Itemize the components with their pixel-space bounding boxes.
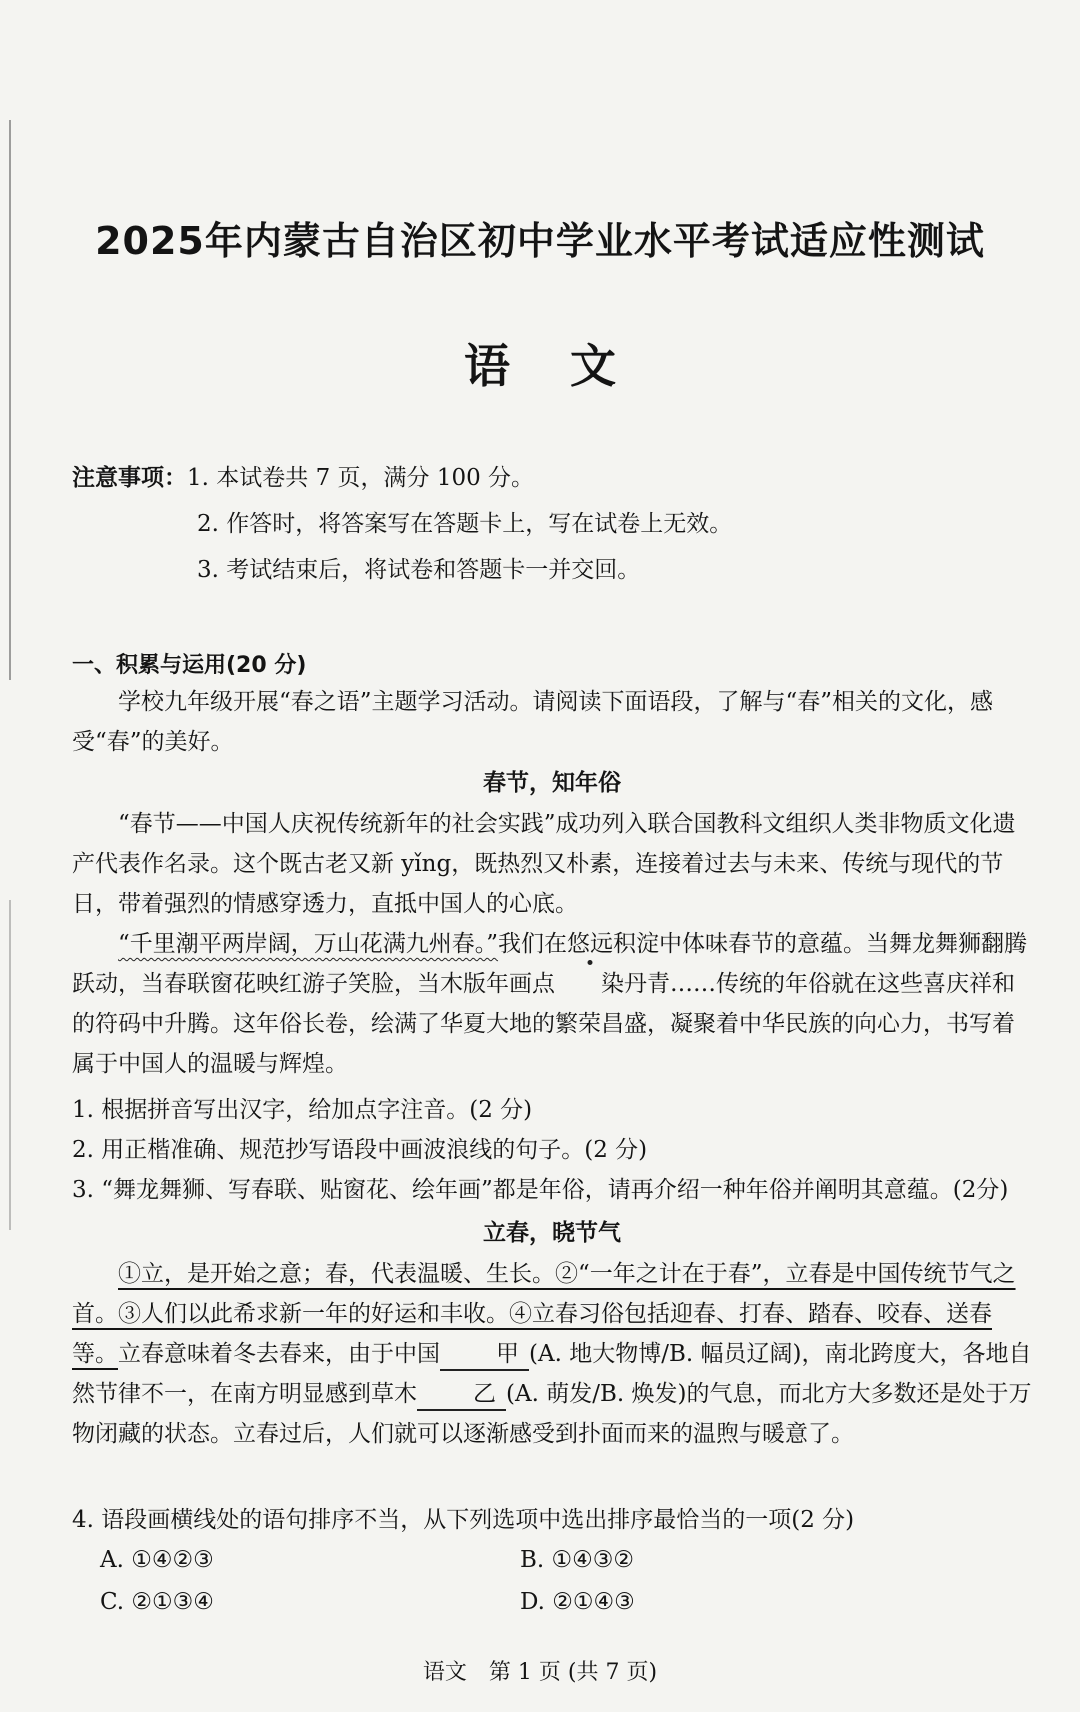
paragraph-text: 立春意味着冬去春来，由于中国 bbox=[118, 1341, 440, 1367]
notice-item: 1. 本试卷共 7 页，满分 100 分。 bbox=[187, 465, 535, 491]
paragraph-text: 丹青……传统的年俗就在这些喜庆祥和的符码中升腾。这年俗长卷，绘满了华夏大地的繁荣昌盛，凝聚着中华民族的向心力，书写着属于中国人的温暖与辉煌。 bbox=[72, 971, 1015, 1077]
section-intro bbox=[72, 682, 1032, 762]
exam-title: 2025年内蒙古自治区初中学业水平考试适应性测试 bbox=[95, 219, 985, 263]
passage-paragraph: “春节——中国人庆祝传统新年的社会实践”成功列入联合国教科文组织人类非物质文化遗产代表作名录。这个既古老又新 yǐng，既热烈又朴素，连接着过去与未来、传统与现代的节日，带着强烈的情感穿透力，直抵中国人的心底。 bbox=[72, 811, 1016, 917]
notice-row bbox=[72, 455, 732, 501]
question-2: 2. 用正楷准确、规范抄写语段中画波浪线的句子。(2 分) bbox=[72, 1137, 648, 1163]
binding-margin-line bbox=[9, 120, 11, 680]
blank-jia: 甲 bbox=[440, 1339, 529, 1371]
wavy-underlined-sentence: “千里潮平两岸阔，万山花满九州春。” bbox=[118, 931, 499, 957]
question-list bbox=[72, 1090, 1032, 1210]
question-1: 1. 根据拼音写出汉字，给加点字注音。(2 分) bbox=[72, 1097, 533, 1123]
notice-label: 注意事项： bbox=[72, 465, 187, 491]
page-footer: 语文 第 1 页 (共 7 页) bbox=[422, 1660, 658, 1685]
blank-yi: 乙 bbox=[417, 1379, 506, 1411]
passage-start-of-spring bbox=[72, 1212, 1032, 1454]
passage-paragraph bbox=[72, 1254, 1032, 1454]
underlined-sentences: ①立，是开始之意；春，代表温暖、生长。②“一年之计在于春”，立春是中国传统节气之首。③人们以此希求新一年的好运和丰收。④立春习俗包括迎春、打春、踏春、咬春、送春等。 bbox=[72, 1261, 1016, 1367]
option-b: B. ①④③② bbox=[520, 1547, 635, 1573]
binding-margin-line bbox=[9, 900, 11, 1230]
question-4 bbox=[72, 1500, 1032, 1540]
question-4-stem: 4. 语段画横线处的语句排序不当，从下列选项中选出排序最恰当的一项(2 分) bbox=[72, 1507, 855, 1533]
notice-block bbox=[72, 455, 732, 593]
option-c: C. ②①③④ bbox=[100, 1589, 214, 1615]
passage-title: 立春，晓节气 bbox=[483, 1220, 621, 1246]
paragraph-text: (A. 地大物博/B. 幅员辽阔)，南北跨度大，各地自然节律不一，在南方明显感到草木 bbox=[72, 1341, 1032, 1407]
notice-item: 2. 作答时，将答案写在答题卡上，写在试卷上无效。 bbox=[197, 511, 733, 537]
intro-text: 学校九年级开展“春之语”主题学习活动。请阅读下面语段，了解与“春”相关的文化，感受“春”的美好。 bbox=[72, 689, 994, 755]
option-d: D. ②①④③ bbox=[520, 1589, 635, 1615]
passage-title: 春节，知年俗 bbox=[483, 770, 621, 796]
notice-item: 3. 考试结束后，将试卷和答题卡一并交回。 bbox=[197, 557, 641, 583]
paragraph-text: (A. 萌发/B. 焕发)的气息，而北方大多数还是处于万物闭藏的状态。立春过后，人们就可以逐渐感受到扑面而来的温煦与暖意了。 bbox=[72, 1381, 1032, 1447]
question-3: 3. “舞龙舞狮、写春联、贴窗花、绘年画”都是年俗，请再介绍一种年俗并阐明其意蕴。(2分) bbox=[72, 1177, 1009, 1203]
dotted-character: 染 bbox=[555, 964, 624, 1004]
paragraph-text: 我们在悠远积淀中体味春节的意蕴。当舞龙舞狮翻腾跃动，当春联窗花映红游子笑脸，当木版年画点 bbox=[72, 931, 1028, 997]
subject-title: 语文 bbox=[464, 339, 676, 393]
passage-paragraph bbox=[72, 924, 1032, 1084]
section-heading: 一、积累与运用(20 分) bbox=[72, 653, 307, 678]
passage-spring-festival bbox=[72, 762, 1032, 1084]
option-a: A. ①④②③ bbox=[100, 1547, 214, 1573]
